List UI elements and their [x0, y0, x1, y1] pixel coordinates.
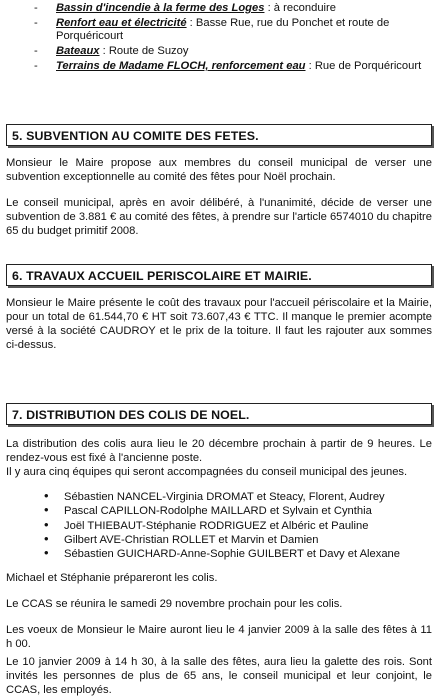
item-title: Bassin d'incendie à la ferme des Loges — [56, 2, 265, 14]
section-7-paragraph-4: Les voeux de Monsieur le Maire auront lieu le 4 janvier 2009 à la salle des fêtes à 11 h 00. — [6, 624, 432, 650]
dash-marker: - — [34, 2, 38, 14]
item-text: : à reconduire — [264, 2, 336, 14]
team-item — [44, 504, 424, 518]
bullet-icon: • — [44, 516, 49, 532]
team-item — [44, 547, 424, 561]
bullet-icon: • — [44, 530, 49, 546]
works-list-item — [30, 45, 434, 58]
section-7-paragraph-2: Michael et Stéphanie prépareront les colis. — [6, 572, 218, 584]
section-5-heading: 5. SUBVENTION AU COMITE DES FETES. — [6, 124, 432, 146]
teams-list — [44, 490, 424, 561]
item-title: Renfort eau et électricité — [56, 17, 187, 29]
bullet-icon: • — [44, 545, 49, 561]
team-text: Joël THIEBAUT-Stéphanie RODRIGUEZ et Albéric et Pauline — [64, 519, 369, 532]
item-text: : Basse Rue, rue du Ponchet et route de Porquéricourt — [56, 17, 390, 42]
item-text: : Route de Suzoy — [99, 45, 189, 57]
team-item — [44, 490, 424, 504]
team-text: Gilbert AVE-Christian ROLLET et Marvin et Damien — [64, 533, 319, 546]
works-list-item — [30, 2, 434, 15]
section-6-paragraph-1: Monsieur le Maire présente le coût des travaux pour l'accueil périscolaire et la Mairie, pour un total de 61.544,70 € HT soit 73.607,43 € TTC. Il manque le premier acompte versé à la société CAUDROY et le prix de la toiture. Il faut les rajouter aux sommes ci-dessus. — [6, 297, 432, 351]
dash-marker: - — [34, 45, 38, 57]
team-text: Sébastien GUICHARD-Anne-Sophie GUILBERT et Davy et Alexane — [64, 548, 400, 561]
works-list-item — [30, 17, 434, 43]
item-text: : Rue de Porquéricourt — [305, 60, 422, 72]
item-title: Bateaux — [56, 45, 100, 57]
bullet-icon: • — [44, 488, 49, 503]
works-list — [30, 2, 434, 75]
team-text: Sébastien NANCEL-Virginia DROMAT et Steacy, Florent, Audrey — [64, 491, 385, 503]
section-5-paragraph-1: Monsieur le Maire propose aux membres du conseil municipal de verser une subvention exceptionnelle au comité des fêtes pour Noël prochain. — [6, 157, 432, 183]
section-7-paragraph-1b: Il y aura cinq équipes qui seront accompagnées du conseil municipal des jeunes. — [6, 466, 408, 478]
section-6-heading: 6. TRAVAUX ACCUEIL PERISCOLAIRE ET MAIRIE. — [6, 264, 432, 286]
section-7-paragraph-1: La distribution des colis aura lieu le 20 décembre prochain à partir de 9 heures. Le rendez-vous est fixé à l'ancienne poste. — [6, 438, 432, 464]
section-7-heading: 7. DISTRIBUTION DES COLIS DE NOEL. — [6, 403, 432, 425]
section-5-paragraph-2: Le conseil municipal, après en avoir délibéré, à l'unanimité, décide de verser une subvention de 3.881 € au comité des fêtes, à prendre sur l'article 6574010 du chapitre 65 du budget primitif 2008. — [6, 197, 432, 237]
section-7-paragraph-3: Le CCAS se réunira le samedi 29 novembre prochain pour les colis. — [6, 598, 343, 610]
dash-marker: - — [34, 17, 38, 29]
team-item — [44, 530, 424, 547]
item-title: Terrains de Madame FLOCH, renforcement eau — [56, 60, 306, 72]
bullet-icon: • — [44, 502, 49, 518]
team-item — [44, 516, 424, 533]
works-list-item — [30, 60, 434, 73]
section-7-paragraph-5: Le 10 janvier 2009 à 14 h 30, à la salle des fêtes, aura lieu la galette des rois. Sont invités les personnes de plus de 65 ans, le conseil municipal et leur conjoint, le CCAS, les employés. — [6, 656, 432, 696]
team-text: Pascal CAPILLON-Rodolphe MAILLARD et Sylvain et Cynthia — [64, 505, 372, 518]
dash-marker: - — [34, 60, 38, 72]
